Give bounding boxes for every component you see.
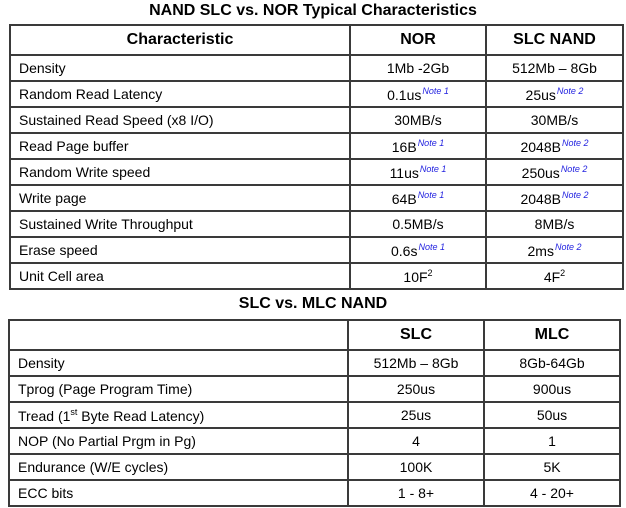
- value-text: 2048B: [520, 190, 561, 207]
- mlc-value: 900us: [484, 376, 620, 402]
- row-label: ECC bits: [9, 480, 348, 506]
- nand-value: [486, 107, 623, 133]
- nand-value: [486, 133, 623, 159]
- table-row: [10, 185, 623, 211]
- row-label: Random Write speed: [10, 159, 350, 185]
- value-text: 0.1us: [387, 86, 422, 103]
- note-reference: Note 2: [561, 137, 589, 148]
- nor-value: [350, 133, 486, 159]
- header-empty: [9, 320, 348, 350]
- superscript: st: [70, 406, 78, 417]
- value-text: 30MB/s: [530, 112, 579, 128]
- table-row: [10, 55, 623, 81]
- row-label: NOP (No Partial Prgm in Pg): [9, 428, 348, 454]
- row-label: Sustained Write Throughput: [10, 211, 350, 237]
- mlc-value: 50us: [484, 402, 620, 428]
- nor-value: [350, 107, 486, 133]
- value-text: 2048B: [520, 138, 561, 155]
- row-label: Erase speed: [10, 237, 350, 263]
- nor-value: [350, 159, 486, 185]
- table-row: [10, 263, 623, 289]
- table-row: [9, 402, 620, 428]
- value-text: 10F: [403, 268, 428, 285]
- label-text: Tread (1: [18, 407, 71, 424]
- table2-title: SLC vs. MLC NAND: [238, 295, 388, 312]
- label-text: Byte Read Latency): [77, 407, 205, 424]
- nand-value: [486, 185, 623, 211]
- note-reference: Note 1: [419, 163, 447, 174]
- slc-value: 100K: [348, 454, 484, 480]
- table-row: [9, 428, 620, 454]
- header-nor: NOR: [350, 25, 486, 55]
- header-mlc: MLC: [484, 320, 620, 350]
- header-slc: SLC: [348, 320, 484, 350]
- mlc-value: 4 - 20+: [484, 480, 620, 506]
- slc-value: 25us: [348, 402, 484, 428]
- value-text: 250us: [521, 164, 560, 181]
- note-reference: Note 1: [417, 137, 445, 148]
- slc-value: 250us: [348, 376, 484, 402]
- table-header-row: [9, 320, 620, 350]
- superscript: 2: [427, 267, 433, 278]
- value-text: 30MB/s: [394, 112, 442, 128]
- value-text: 512Mb – 8Gb: [512, 60, 597, 76]
- table-row: [10, 211, 623, 237]
- note-reference: Note 1: [422, 85, 449, 96]
- row-label: Read Page buffer: [10, 133, 350, 159]
- table-row: [10, 133, 623, 159]
- nand-value: [486, 237, 623, 263]
- value-text: 2ms: [527, 242, 554, 259]
- table-header-row: [10, 25, 623, 55]
- value-text: 1Mb -2Gb: [386, 60, 450, 76]
- row-label: Density: [10, 55, 350, 81]
- slc-vs-mlc-table: [8, 319, 621, 507]
- note-reference: Note 2: [561, 189, 589, 200]
- table-row: [9, 350, 620, 376]
- table-row: [10, 81, 623, 107]
- nand-value: [486, 211, 623, 237]
- note-reference: Note 2: [556, 85, 584, 96]
- nand-value: [486, 159, 623, 185]
- value-text: 0.5MB/s: [392, 216, 444, 232]
- table-row: [10, 107, 623, 133]
- nor-value: [350, 237, 486, 263]
- row-label: Tprog (Page Program Time): [9, 376, 348, 402]
- value-text: 11us: [389, 164, 419, 181]
- nand-vs-nor-table: [9, 24, 624, 290]
- note-reference: Note 1: [418, 241, 445, 252]
- nor-value: [350, 81, 486, 107]
- row-label: Write page: [10, 185, 350, 211]
- header-slc-nand: SLC NAND: [486, 25, 623, 55]
- note-reference: Note 2: [554, 241, 582, 252]
- header-characteristic: Characteristic: [10, 25, 350, 55]
- value-text: 8MB/s: [534, 216, 575, 232]
- note-reference: Note 1: [417, 189, 445, 200]
- nor-value: [350, 55, 486, 81]
- row-label: Sustained Read Speed (x8 I/O): [10, 107, 350, 133]
- table1-title: NAND SLC vs. NOR Typical Characteristics: [149, 2, 477, 19]
- row-label: Unit Cell area: [10, 263, 350, 289]
- value-text: 25us: [525, 86, 556, 103]
- table-row: [9, 376, 620, 402]
- nand-value: [486, 263, 623, 289]
- table-row: [10, 237, 623, 263]
- table-row: [10, 159, 623, 185]
- mlc-value: 1: [484, 428, 620, 454]
- slc-value: 512Mb – 8Gb: [348, 350, 484, 376]
- table-row: [9, 454, 620, 480]
- nor-value: [350, 263, 486, 289]
- row-label: Random Read Latency: [10, 81, 350, 107]
- note-reference: Note 2: [560, 163, 588, 174]
- row-label: [9, 402, 348, 428]
- superscript: 2: [560, 267, 566, 278]
- nor-value: [350, 211, 486, 237]
- nand-value: [486, 55, 623, 81]
- nand-value: [486, 81, 623, 107]
- row-label: Density: [9, 350, 348, 376]
- mlc-value: 8Gb-64Gb: [484, 350, 620, 376]
- table-row: [9, 480, 620, 506]
- value-text: 64B: [391, 190, 417, 207]
- slc-value: 1 - 8+: [348, 480, 484, 506]
- value-text: 16B: [391, 138, 417, 155]
- nor-value: [350, 185, 486, 211]
- value-text: 4F: [543, 268, 561, 285]
- value-text: 0.6s: [391, 242, 418, 259]
- row-label: Endurance (W/E cycles): [9, 454, 348, 480]
- mlc-value: 5K: [484, 454, 620, 480]
- slc-value: 4: [348, 428, 484, 454]
